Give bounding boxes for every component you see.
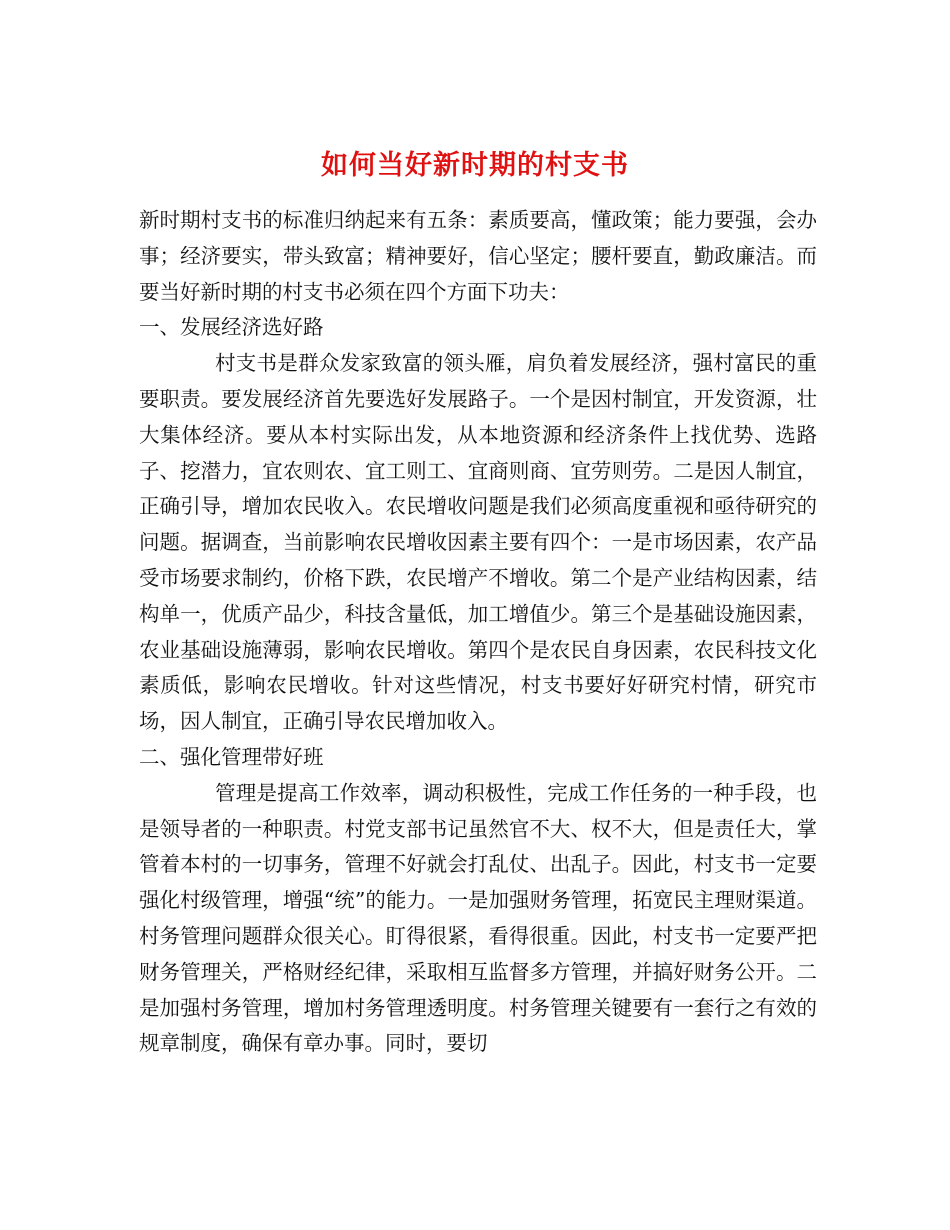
document-body (139, 203, 817, 1062)
section-paragraph-2: 管理是提高工作效率，调动积极性，完成工作任务的一种手段，也是领导者的一种职责。村党支部书记虽然官不大、权不大，但是责任大，掌管着本村的一切事务，管理不好就会打乱仗、出乱子。因此，村支书一定要强化村级管理，增强“统”的能力。一是加强财务管理，拓宽民主理财渠道。村务管理问题群众很关心。盯得很紧，看得很重。因此，村支书一定要严把财务管理关，严格财经纪律，采取相互监督多方管理，并搞好财务公开。二是加强村务管理，增加村务管理透明度。村务管理关键要有一套行之有效的规章制度，确保有章办事。同时，要切 (139, 780, 817, 1056)
section-paragraph-1: 村支书是群众发家致富的领头雁，肩负着发展经济，强村富民的重要职责。要发展经济首先要选好发展路子。一个是因村制宜，开发资源，壮大集体经济。要从本村实际出发，从本地资源和经济条件上找优势、选路子、挖潜力，宜农则农、宜工则工、宜商则商、宜劳则劳。二是因人制宜，正确引导，增加农民收入。农民增收问题是我们必须高度重视和亟待研究的问题。据调查，当前影响农民增收因素主要有四个：一是市场因素，农产品受市场要求制约，价格下跌，农民增产不增收。第二个是产业结构因素，结构单一，优质产品少，科技含量低，加工增值少。第三个是基础设施因素，农业基础设施薄弱，影响农民增收。第四个是农民自身因素，农民科技文化素质低，影响农民增收。针对这些情况，村支书要好好研究村情，研究市场，因人制宜，正确引导农民增加收入。 (139, 351, 817, 734)
section-heading-2: 二、强化管理带好班 (139, 744, 324, 769)
document-title: 如何当好新时期的村支书 (321, 150, 629, 182)
intro-paragraph: 新时期村支书的标准归纳起来有五条：素质要高，懂政策；能力要强，会办事；经济要实，带头致富；精神要好，信心坚定；腰杆要直，勤政廉洁。而要当好新时期的村支书必须在四个方面下功夫： (139, 208, 817, 304)
section-heading-1: 一、发展经济选好路 (139, 315, 324, 340)
